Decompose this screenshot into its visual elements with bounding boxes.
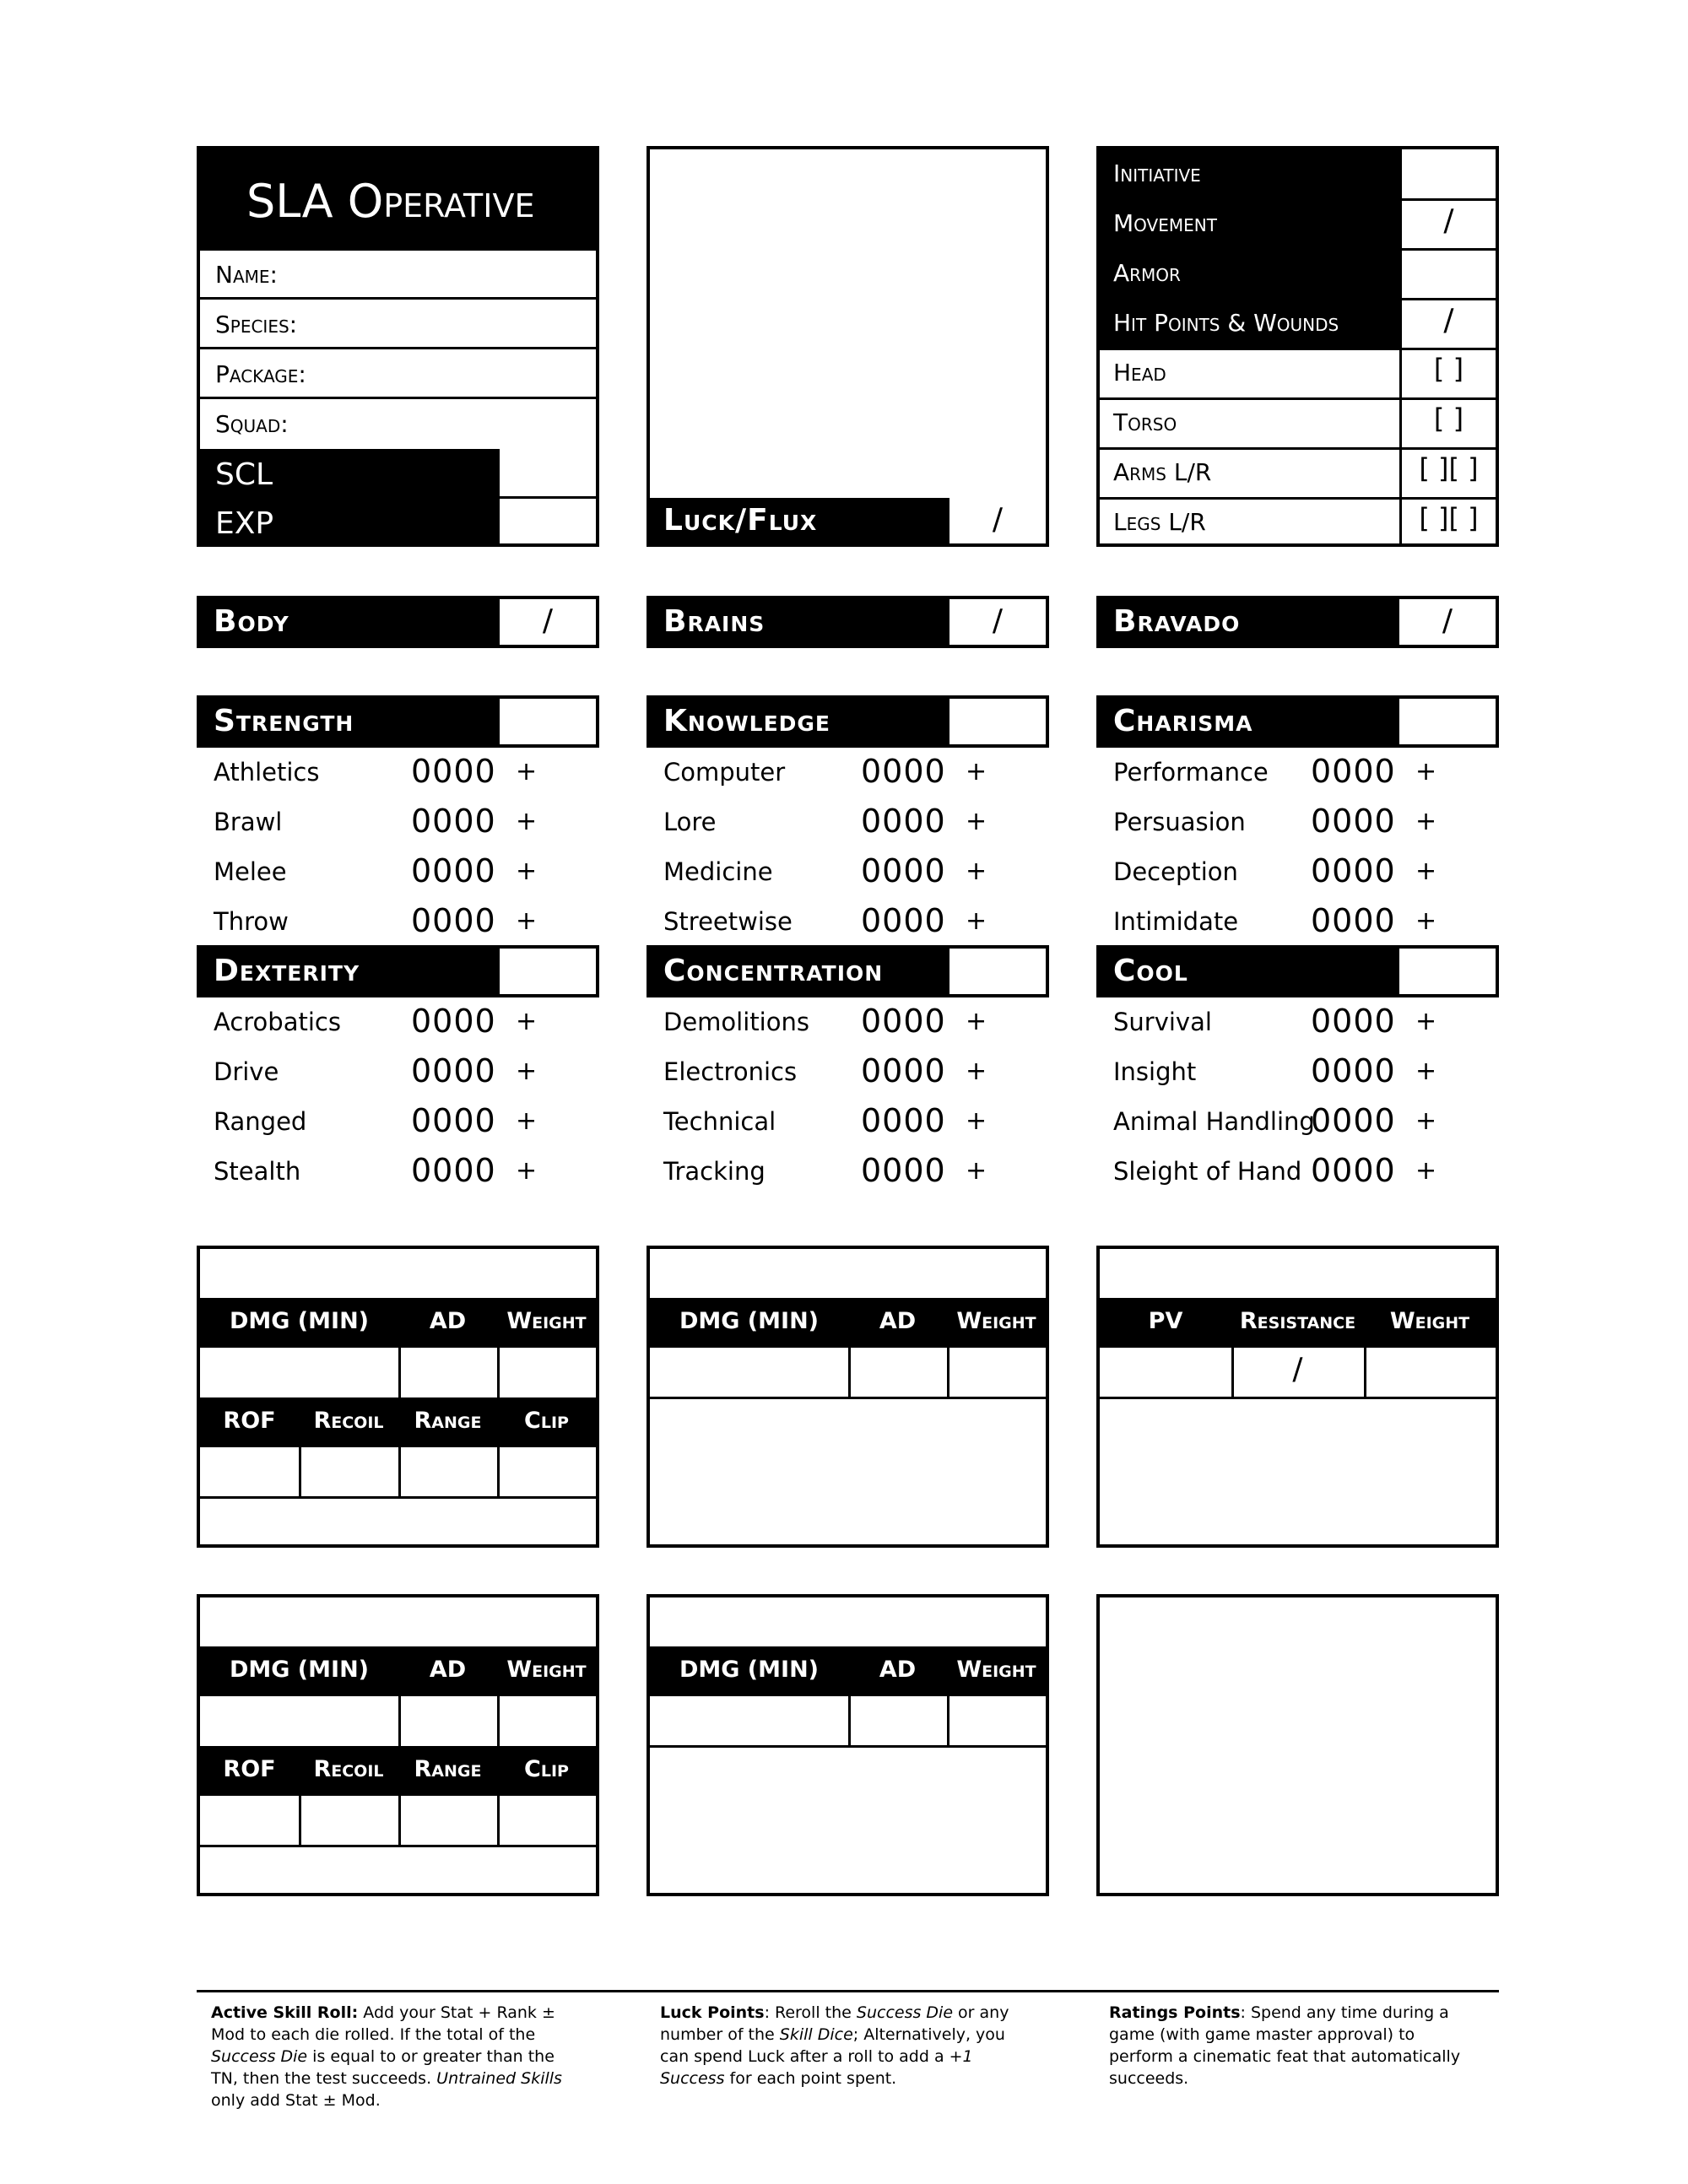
armor-value[interactable] <box>1402 251 1496 298</box>
skill-lore: Lore <box>663 808 717 836</box>
skill-mod-plus: + <box>1415 1106 1437 1136</box>
skill-melee: Melee <box>214 857 287 886</box>
torso-label: Torso <box>1113 408 1177 436</box>
dmg-header: DMG (MIN) <box>229 1657 370 1683</box>
skill-rank-boxes[interactable]: 0000 <box>1311 1152 1396 1189</box>
skill-mod-plus: + <box>1415 1156 1437 1186</box>
ratings-points-note: Ratings Points: Spend any time during a game (with game master approval) to perform a cinematic feat that automatically succeeds. <box>1109 2003 1461 2088</box>
skill-mod-plus: + <box>1415 906 1437 936</box>
footer-divider <box>197 1990 1499 1992</box>
bravado-value[interactable]: / <box>1442 603 1453 638</box>
ad-header: AD <box>429 1657 467 1683</box>
head-wound-box[interactable]: [ ] <box>1433 353 1464 385</box>
skill-insight: Insight <box>1113 1057 1197 1086</box>
skill-rank-boxes[interactable]: 0000 <box>861 1052 946 1089</box>
armor-label: Armor <box>1113 259 1181 287</box>
species-field[interactable]: Species: <box>215 311 298 338</box>
torso-wound-box[interactable]: [ ] <box>1433 403 1464 435</box>
sheet-title: SLA Operative <box>246 175 535 228</box>
knowledge-label: Knowledge <box>663 704 831 738</box>
ad-header: AD <box>879 1308 917 1334</box>
skill-intimidate: Intimidate <box>1113 907 1239 936</box>
weapon-name-field[interactable] <box>200 1597 596 1646</box>
weight-header: Weight <box>956 1308 1036 1334</box>
skill-mod-plus: + <box>1415 1057 1437 1086</box>
range-header: Range <box>414 1756 482 1782</box>
hp-wounds-label: Hit Points & Wounds <box>1113 309 1339 337</box>
skill-mod-plus: + <box>516 1156 538 1186</box>
dmg-header: DMG (MIN) <box>679 1308 820 1334</box>
cool-value[interactable] <box>1399 949 1496 994</box>
skill-rank-boxes[interactable]: 0000 <box>411 1152 496 1189</box>
skill-mod-plus: + <box>1415 807 1437 836</box>
skill-demolitions: Demolitions <box>663 1008 809 1036</box>
skill-mod-plus: + <box>516 857 538 886</box>
skill-rank-boxes[interactable]: 0000 <box>411 1003 496 1040</box>
portrait-box <box>647 146 1049 547</box>
clip-header: Clip <box>524 1408 569 1434</box>
body-stat <box>197 596 599 648</box>
movement-label: Movement <box>1113 209 1217 237</box>
ranged-weapon-card-2 <box>197 1594 599 1896</box>
skill-animal-handling: Animal Handling <box>1113 1107 1315 1136</box>
skill-rank-boxes[interactable]: 0000 <box>411 753 496 790</box>
skill-mod-plus: + <box>966 1007 987 1036</box>
skill-rank-boxes[interactable]: 0000 <box>411 803 496 840</box>
notes-box[interactable] <box>1096 1594 1499 1896</box>
charisma-label: Charisma <box>1113 704 1253 738</box>
skill-mod-plus: + <box>966 1106 987 1136</box>
operative-identity-box <box>197 146 599 547</box>
skill-rank-boxes[interactable]: 0000 <box>1311 803 1396 840</box>
skill-computer: Computer <box>663 758 786 787</box>
melee-weapon-card-2 <box>647 1594 1049 1896</box>
dexterity-value[interactable] <box>500 949 596 994</box>
movement-value[interactable]: / <box>1443 203 1454 238</box>
skill-mod-plus: + <box>1415 857 1437 886</box>
ad-header: AD <box>429 1308 467 1334</box>
luck-flux-banner <box>650 498 950 543</box>
skill-deception: Deception <box>1113 857 1238 886</box>
skill-persuasion: Persuasion <box>1113 808 1246 836</box>
weight-header: Weight <box>506 1657 587 1683</box>
skill-mod-plus: + <box>516 757 538 787</box>
armor-card <box>1096 1246 1499 1548</box>
weapon-name-field[interactable] <box>200 1249 596 1298</box>
skill-rank-boxes[interactable]: 0000 <box>861 1003 946 1040</box>
skill-rank-boxes[interactable]: 0000 <box>411 852 496 889</box>
skill-ranged: Ranged <box>214 1107 307 1136</box>
legs-wound-box[interactable]: [ ][ ] <box>1419 502 1479 534</box>
initiative-label: Initiative <box>1113 159 1201 187</box>
skill-athletics: Athletics <box>214 758 320 787</box>
brains-stat <box>647 596 1049 648</box>
skill-rank-boxes[interactable]: 0000 <box>861 753 946 790</box>
range-header: Range <box>414 1408 482 1434</box>
skill-drive: Drive <box>214 1057 279 1086</box>
resistance-header: Resistance <box>1239 1308 1356 1334</box>
knowledge-header <box>647 695 1049 748</box>
skill-technical: Technical <box>663 1107 776 1136</box>
skill-mod-plus: + <box>966 807 987 836</box>
dexterity-header <box>197 945 599 997</box>
brains-label: Brains <box>663 604 766 639</box>
skill-performance: Performance <box>1113 758 1269 787</box>
brains-value[interactable]: / <box>992 603 1004 638</box>
bravado-stat <box>1096 596 1499 648</box>
skill-mod-plus: + <box>966 1156 987 1186</box>
skill-stealth: Stealth <box>214 1157 301 1186</box>
recoil-header: Recoil <box>313 1408 384 1434</box>
skill-medicine: Medicine <box>663 857 773 886</box>
luck-flux-value[interactable]: / <box>992 502 1004 537</box>
body-value[interactable]: / <box>542 603 554 638</box>
scl-value-box[interactable] <box>500 450 595 495</box>
weapon-name-field[interactable] <box>650 1597 1046 1646</box>
charisma-value[interactable] <box>1399 699 1496 744</box>
skill-rank-boxes[interactable]: 0000 <box>411 1052 496 1089</box>
skill-mod-plus: + <box>516 1106 538 1136</box>
skill-mod-plus: + <box>516 1057 538 1086</box>
luck-points-note: Luck Points: Reroll the Success Die or any number of the Skill Dice; Alternatively, you can spend Luck after a roll to add a +1 Success for each point spent. <box>660 2003 1009 2088</box>
scl-label: SCL <box>215 457 273 492</box>
portrait-area[interactable] <box>650 149 1046 498</box>
knowledge-value[interactable] <box>950 699 1046 744</box>
pv-header: PV <box>1148 1308 1183 1334</box>
skill-mod-plus: + <box>1415 1007 1437 1036</box>
scl-exp-block <box>200 449 500 543</box>
concentration-label: Concentration <box>663 954 884 988</box>
charisma-header <box>1096 695 1499 748</box>
arms-wound-box[interactable]: [ ][ ] <box>1419 452 1479 484</box>
melee-weapon-card-1 <box>647 1246 1049 1548</box>
weight-header: Weight <box>1389 1308 1470 1334</box>
skill-mod-plus: + <box>966 857 987 886</box>
skill-acrobatics: Acrobatics <box>214 1008 341 1036</box>
exp-label: EXP <box>215 506 274 541</box>
hp-value[interactable]: / <box>1443 303 1454 338</box>
skill-tracking: Tracking <box>663 1157 766 1186</box>
strength-header <box>197 695 599 748</box>
rof-header: ROF <box>223 1408 276 1434</box>
skill-electronics: Electronics <box>663 1057 798 1086</box>
skill-mod-plus: + <box>1415 757 1437 787</box>
skill-rank-boxes[interactable]: 0000 <box>1311 1003 1396 1040</box>
skill-throw: Throw <box>214 907 289 936</box>
bravado-label: Bravado <box>1113 604 1241 639</box>
skill-mod-plus: + <box>516 1007 538 1036</box>
skill-rank-boxes[interactable]: 0000 <box>1311 852 1396 889</box>
skill-rank-boxes[interactable]: 0000 <box>411 1102 496 1139</box>
clip-header: Clip <box>524 1756 569 1782</box>
active-skill-roll-note: Active Skill Roll: Add your Stat + Rank ± Mod to each die rolled. If the total of the Success Die is equal to or greater than the TN, then the test succeeds. Untrained Skills only add Stat ± Mod. <box>211 2003 562 2110</box>
skill-rank-boxes[interactable]: 0000 <box>411 902 496 939</box>
weight-header: Weight <box>506 1308 587 1334</box>
concentration-header <box>647 945 1049 997</box>
skill-streetwise: Streetwise <box>663 907 793 936</box>
skill-brawl: Brawl <box>214 808 283 836</box>
recoil-header: Recoil <box>313 1756 384 1782</box>
ranged-weapon-card-1 <box>197 1246 599 1548</box>
skill-mod-plus: + <box>966 906 987 936</box>
resistance-value[interactable]: / <box>1292 1352 1303 1387</box>
skill-rank-boxes[interactable]: 0000 <box>861 852 946 889</box>
dexterity-label: Dexterity <box>214 954 360 988</box>
weapon-name-field[interactable] <box>650 1249 1046 1298</box>
skill-rank-boxes[interactable]: 0000 <box>861 1152 946 1189</box>
initiative-value[interactable] <box>1402 149 1496 198</box>
strength-value[interactable] <box>500 699 596 744</box>
package-field[interactable]: Package: <box>215 360 306 388</box>
strength-label: Strength <box>214 704 354 738</box>
squad-field[interactable]: Squad: <box>215 410 289 438</box>
armor-name-field[interactable] <box>1100 1249 1496 1298</box>
arms-label: Arms L/R <box>1113 458 1212 486</box>
luck-flux-label: Luck/Flux <box>663 503 818 538</box>
head-label: Head <box>1113 359 1166 387</box>
rof-header: ROF <box>223 1756 276 1782</box>
skill-mod-plus: + <box>966 1057 987 1086</box>
dmg-header: DMG (MIN) <box>229 1308 370 1334</box>
skill-rank-boxes[interactable]: 0000 <box>861 1102 946 1139</box>
sheet-title-banner <box>200 149 596 251</box>
skill-rank-boxes[interactable]: 0000 <box>1311 1102 1396 1139</box>
skill-rank-boxes[interactable]: 0000 <box>1311 902 1396 939</box>
exp-value-box[interactable] <box>500 499 595 543</box>
skill-mod-plus: + <box>516 906 538 936</box>
skill-rank-boxes[interactable]: 0000 <box>861 803 946 840</box>
ad-header: AD <box>879 1657 917 1683</box>
skill-mod-plus: + <box>516 807 538 836</box>
skill-sleight-of-hand: Sleight of Hand <box>1113 1157 1302 1186</box>
name-field[interactable]: Name: <box>215 261 278 289</box>
cool-label: Cool <box>1113 954 1188 988</box>
combat-stats-box <box>1096 146 1499 547</box>
concentration-value[interactable] <box>950 949 1046 994</box>
skill-survival: Survival <box>1113 1008 1212 1036</box>
weight-header: Weight <box>956 1657 1036 1683</box>
body-label: Body <box>214 604 289 639</box>
legs-label: Legs L/R <box>1113 508 1206 536</box>
skill-rank-boxes[interactable]: 0000 <box>1311 753 1396 790</box>
cool-header <box>1096 945 1499 997</box>
skill-rank-boxes[interactable]: 0000 <box>861 902 946 939</box>
dmg-header: DMG (MIN) <box>679 1657 820 1683</box>
skill-mod-plus: + <box>966 757 987 787</box>
skill-rank-boxes[interactable]: 0000 <box>1311 1052 1396 1089</box>
